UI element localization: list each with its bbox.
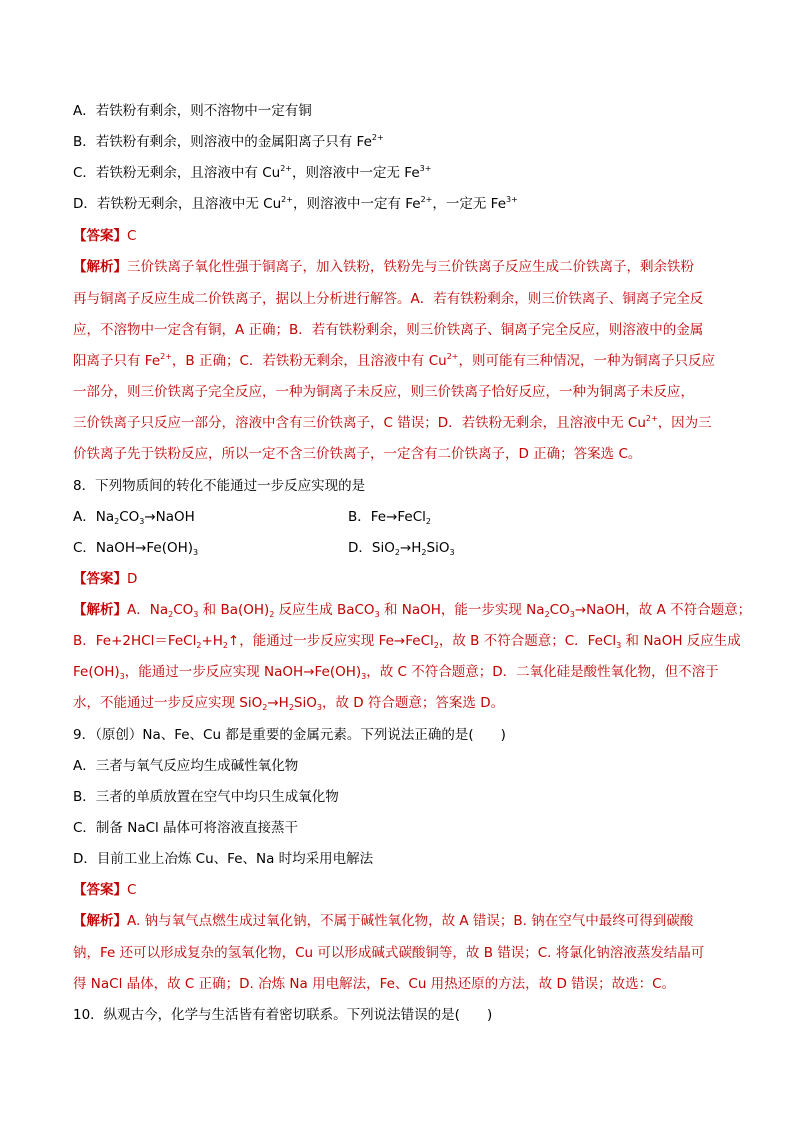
- q7-analysis-line: 一部分，则三价铁离子完全反应，一种为铜离子未反应，则三价铁离子恰好反应，一种为铜离子未反应，: [73, 384, 694, 400]
- q9-analysis-line: 得 NaCl 晶体，故 C 正确；D. 冶炼 Na 用电解法，Fe、Cu 用热还原的方法，故 D 错误；故选：C。: [73, 976, 676, 992]
- q9-analysis-line: 钠，Fe 还可以形成复杂的氢氧化物，Cu 可以形成碱式碳酸铜等，故 B 错误；C. 将氯化钠溶液蒸发结晶可: [73, 945, 705, 961]
- q8-analysis-line: 水，不能通过一步反应实现 $SiO_2\to H_2SiO_3$，故 D 符合题意；答案选 D。: [73, 695, 505, 712]
- q9-option-a: A．三者与氧气反应均生成碱性氧化物: [73, 758, 299, 774]
- q7-option-b: B．若铁粉有剩余，则溶液中的金属阳离子只有 $Fe^{2+}$: [73, 133, 384, 150]
- q8-options-row2: [73, 540, 723, 556]
- q7-analysis-line: 阳离子只有 $Fe^{2+}$，B 正确；C．若铁粉无剩余，且溶液中有 $Cu^{2+}$，则可能有三种情况，一种为铜离子只反应: [73, 352, 715, 369]
- q9-option-b: B．三者的单质放置在空气中均只生成氧化物: [73, 789, 339, 805]
- q7-option-a: A．若铁粉有剩余，则不溶物中一定有铜: [73, 103, 312, 119]
- q8-option-a: A．$Na_2CO_3\to NaOH$: [73, 509, 195, 526]
- q8-stem: 8．下列物质间的转化不能通过一步反应实现的是: [73, 478, 366, 494]
- q7-answer: 【答案】C: [73, 228, 137, 244]
- q8-option-c: C．$NaOH\to Fe(OH)_3$: [73, 540, 199, 557]
- q8-answer: 【答案】D: [73, 571, 138, 587]
- q9-option-c: C．制备 NaCl 晶体可将溶液直接蒸干: [73, 820, 299, 836]
- q7-analysis-line: 价铁离子先于铁粉反应，所以一定不含三价铁离子，一定含有二价铁离子，D 正确；答案选 C。: [73, 446, 642, 462]
- q7-analysis-line: 【解析】三价铁离子氧化性强于铜离子，加入铁粉，铁粉先与三价铁离子反应生成二价铁离子，剩余铁粉: [73, 259, 694, 275]
- q9-analysis-line: 【解析】A. 钠与氧气点燃生成过氧化钠，不属于碱性氧化物，故 A 错误；B. 钠在空气中最终可得到碳酸: [73, 913, 694, 929]
- q7-option-c: C．若铁粉无剩余，且溶液中有 $Cu^{2+}$，则溶液中一定无 $Fe^{3+}$: [73, 164, 432, 181]
- q10-stem: 10．纵观古今，化学与生活皆有着密切联系。下列说法错误的是( ): [73, 1007, 493, 1023]
- q8-analysis-line: 【解析】A．$Na_2CO_3$ 和 $Ba(OH)_2$ 反应生成 BaCO$_3$ 和 NaOH，能一步实现 $Na_2CO_3\to NaOH$，故 A 不符合题意；: [73, 602, 752, 619]
- q8-analysis-line: B．$Fe+2HCl=FeCl_2+H_2↑$，能通过一步反应实现 Fe→FeCl$_2$，故 B 不符合题意；C．FeCl$_3$ 和 NaOH 反应生成: [73, 633, 741, 650]
- q8-option-b: B．Fe→FeCl$_2$: [348, 509, 432, 526]
- q9-option-d: D．目前工业上冶炼 Cu、Fe、Na 时均采用电解法: [73, 851, 374, 867]
- q8-options-row1: [73, 509, 723, 525]
- q9-stem: 9．（原创）Na、Fe、Cu 都是重要的金属元素。下列说法正确的是( ): [73, 727, 506, 743]
- q7-analysis-line: 应，不溶物中一定含有铜，A 正确；B．若有铁粉剩余，则三价铁离子、铜离子完全反应，则溶液中的金属: [73, 322, 704, 338]
- q7-analysis-line: 三价铁离子只反应一部分，溶液中含有三价铁离子，C 错误；D．若铁粉无剩余，且溶液中无 $Cu^{2+}$，因为三: [73, 414, 712, 431]
- q9-answer: 【答案】C: [73, 882, 137, 898]
- q8-option-d: D．$SiO_2\to H_2SiO_3$: [348, 540, 455, 557]
- q7-analysis-line: 再与铜离子反应生成二价铁离子，据以上分析进行解答。A．若有铁粉剩余，则三价铁离子、铜离子完全反: [73, 291, 704, 307]
- q7-option-d: D．若铁粉无剩余，且溶液中无 $Cu^{2+}$，则溶液中一定有 $Fe^{2+}$，一定无 $Fe^{3+}$: [73, 195, 518, 212]
- q8-analysis-line: $Fe(OH)_3$，能通过一步反应实现 $NaOH\to Fe(OH)_3$，故 C 不符合题意；D．二氧化硅是酸性氧化物，但不溶于: [73, 664, 719, 681]
